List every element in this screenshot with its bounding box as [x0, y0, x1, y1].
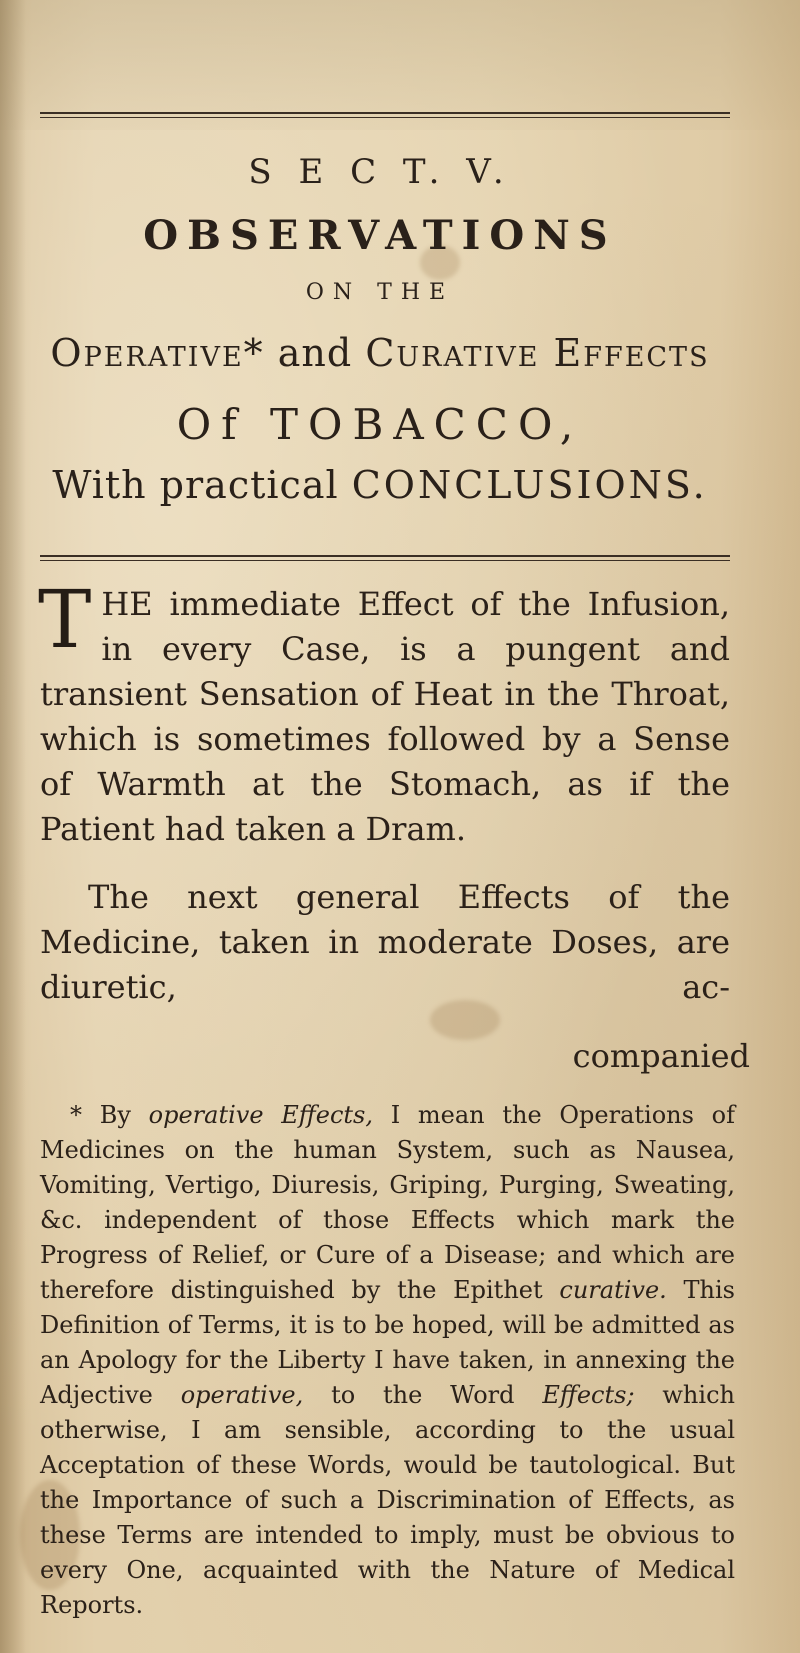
drop-cap: T — [38, 573, 92, 666]
paragraph-1 — [38, 573, 730, 852]
tobacco-heading: Of TOBACCO, — [176, 400, 584, 449]
observations-heading: OBSERVATIONS — [143, 212, 617, 259]
section-heading: S E C T. V. — [248, 152, 512, 192]
footnote-part-1: I mean the Operations of Medicines on the human System, such as Nausea, Vomiting, Vertigo, Diuresis, Griping, Purging, Sweating, &c. independent of those Effects which mark the Progress of Relief, or Cure of a Disease; and which are therefore distinguished by the Epithet — [40, 1101, 735, 1304]
footnote-part-2: This Definition of Terms, it is to be hoped, will be admitted as an Apology for the Liberty I have taken, in annexing the Adjective — [40, 1276, 735, 1409]
catchword: companied — [572, 1037, 750, 1075]
footnote-term-curative: curative. — [559, 1276, 667, 1304]
top-ornamental-rule — [40, 112, 730, 114]
paragraph-2 — [40, 875, 730, 1010]
footnote — [40, 1098, 735, 1623]
and-word: and — [277, 331, 353, 375]
with-practical-words: With practical — [52, 463, 339, 507]
on-the-heading: ON THE — [305, 280, 455, 305]
effects-heading — [0, 331, 760, 375]
footnote-term-operative: operative, — [180, 1381, 304, 1409]
paragraph-1-text: HE immediate Effect of the Infusion, in every Case, is a pungent and transient Sensation of Heat in the Throat, which is sometimes followed by a Sense of Warmth at the Stomach, as if the Patient had taken a Dram. — [40, 585, 730, 848]
footnote-term-operative-effects: operative Effects, — [148, 1101, 373, 1129]
operative-word: Operative* — [50, 331, 265, 375]
paragraph-2-text: The next general Effects of the Medicine, taken in moderate Doses, are diuretic, ac- — [40, 878, 730, 1006]
footnote-lead: By — [99, 1101, 131, 1129]
heading-bottom-rule — [40, 555, 730, 557]
conclusions-word: CONCLUSIONS. — [351, 463, 708, 507]
footnote-part-4: which otherwise, I am sensible, according to the usual Acceptation of these Words, would be tautological. But the Importance of such a Discrimination of Effects, as these Terms are intended to imply, must be obvious to every One, acquainted with the Nature of Medical Reports. — [40, 1381, 735, 1619]
footnote-term-effects: Effects; — [542, 1381, 635, 1409]
footnote-marker: * — [70, 1101, 82, 1129]
conclusions-heading — [0, 463, 760, 507]
show-through-region — [0, 0, 800, 130]
footnote-part-3: to the Word — [331, 1381, 515, 1409]
curative-effects-words: Curative Effects — [365, 331, 710, 375]
